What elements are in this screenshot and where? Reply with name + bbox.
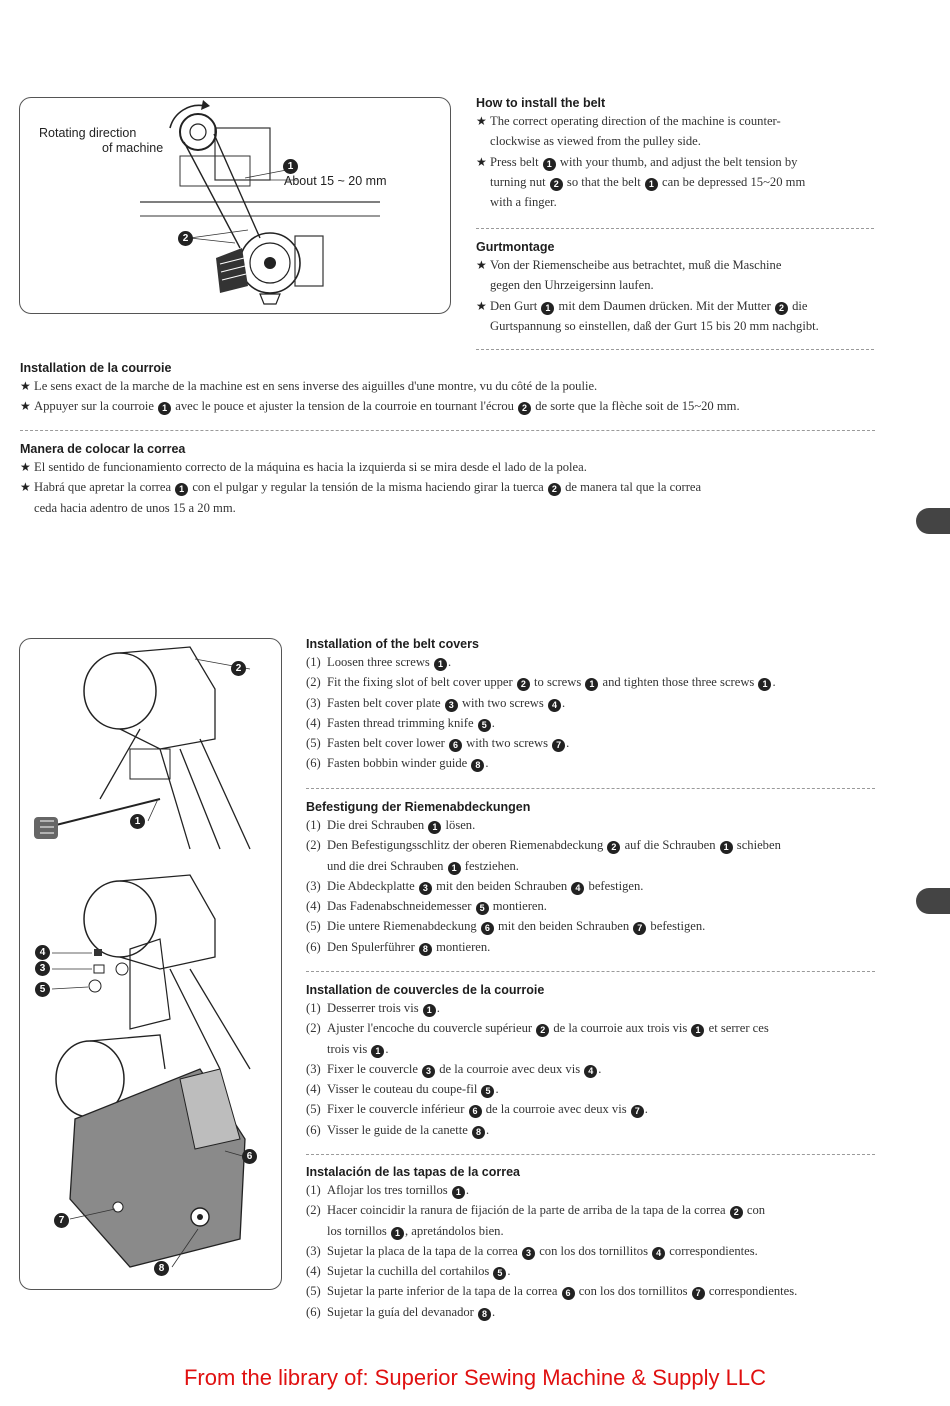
rotating-label-1: Rotating direction bbox=[39, 126, 137, 140]
covers-en-step-1: (1) Loosen three screws 1 . bbox=[306, 655, 452, 669]
callout-2: 2 bbox=[548, 483, 561, 496]
cover-callout-6: 6 bbox=[242, 1149, 257, 1164]
callout-1: 1 bbox=[158, 402, 171, 415]
divider bbox=[306, 1154, 875, 1155]
covers-en-step-2: (2) Fit the fixing slot of belt cover upper 2 to screws 1 and tighten those three screws 1 . bbox=[306, 675, 776, 690]
covers-fr-step-5: (5) Fixer le couvercle inférieur 6 de la courroie avec deux vis 7 . bbox=[306, 1102, 648, 1117]
belt-de-section bbox=[476, 240, 876, 336]
covers-en-step-5: (5) Fasten belt cover lower 6 with two screws 7 . bbox=[306, 736, 570, 751]
covers-fr-title: Installation de couvercles de la courroie bbox=[306, 983, 545, 997]
callout-1: 1 bbox=[541, 302, 554, 315]
covers-fr-section bbox=[306, 983, 881, 1140]
belt-en-title: How to install the belt bbox=[476, 96, 606, 110]
cover-callout-1: 1 bbox=[130, 814, 145, 829]
callout-2: 2 bbox=[550, 178, 563, 191]
covers-fr-step-4: (4) Visser le couteau du coupe-fil 5 . bbox=[306, 1082, 499, 1097]
covers-es-step-1: (1) Aflojar los tres tornillos 1 . bbox=[306, 1183, 469, 1197]
cover-callout-5: 5 bbox=[35, 982, 50, 997]
covers-de-step-1: (1) Die drei Schrauben 1 lösen. bbox=[306, 818, 476, 832]
callout-1: 1 bbox=[175, 483, 188, 496]
cover-callout-3: 3 bbox=[35, 961, 50, 976]
covers-es-step-2: (2) Hacer coincidir la ranura de fijación de la parte de arriba de la tapa de la correa 2 con los tornillos 1 , apretándolos bien. bbox=[306, 1203, 766, 1238]
belt-fr-item-2: ★ Appuyer sur la courroie 1 avec le pouce et ajuster la tension de la courroie en tournant l'écrou 2 de sorte que la flèche soit de 15~20 mm. bbox=[20, 396, 880, 416]
belt-es-item-2: ★ Habrá que apretar la correa 1 con el pulgar y regular la tensión de la misma haciendo girar la tuerca 2 de manera tal que la correa ceda hacia adentro de unos 15 a 20 mm. bbox=[20, 477, 880, 518]
covers-es-title: Instalación de las tapas de la correa bbox=[306, 1165, 520, 1179]
covers-de-step-2: (2) Den Befestigungsschlitz der oberen Riemenabdeckung 2 auf die Schrauben 1 schieben und die drei Schrauben 1 festziehen. bbox=[306, 838, 781, 873]
covers-de-step-5: (5) Die untere Riemenabdeckung 6 mit den beiden Schrauben 7 befestigen. bbox=[306, 919, 706, 934]
belt-de-title: Gurtmontage bbox=[476, 240, 555, 254]
rotating-label-2: of machine bbox=[102, 141, 164, 155]
belt-fr-section bbox=[20, 361, 880, 417]
covers-de-step-3: (3) Die Abdeckplatte 3 mit den beiden Schrauben 4 befestigen. bbox=[306, 878, 644, 893]
divider bbox=[306, 788, 875, 789]
covers-de-step-4: (4) Das Fadenabschneidemesser 5 montieren. bbox=[306, 899, 547, 914]
belt-es-title: Manera de colocar la correa bbox=[20, 442, 186, 456]
divider bbox=[20, 430, 875, 431]
belt-fr-title: Installation de la courroie bbox=[20, 361, 172, 375]
cover-callout-2: 2 bbox=[231, 661, 246, 676]
cover-callout-4: 4 bbox=[35, 945, 50, 960]
belt-fr-item-1: ★ Le sens exact de la marche de la machine est en sens inverse des aiguilles d'une montre, vu du côté de la poulie. bbox=[20, 376, 880, 396]
callout-1: 1 bbox=[645, 178, 658, 191]
belt-es-item-1: ★ El sentido de funcionamiento correcto de la máquina es hacia la izquierda si se mira desde el lado de la polea. bbox=[20, 457, 880, 477]
covers-de-section bbox=[306, 800, 881, 957]
divider bbox=[476, 228, 874, 229]
belt-en-section bbox=[476, 96, 876, 212]
covers-fr-step-2: (2) Ajuster l'encoche du couvercle supérieur 2 de la courroie aux trois vis 1 et serrer ces trois vis 1 . bbox=[306, 1021, 769, 1056]
covers-de-title: Befestigung der Riemenabdeckungen bbox=[306, 800, 531, 814]
callout-1: 1 bbox=[543, 158, 556, 171]
library-footer: From the library of: Superior Sewing Machine & Supply LLC bbox=[183, 1365, 767, 1390]
covers-de-step-6: (6) Den Spulerführer 8 montieren. bbox=[306, 939, 491, 954]
belt-figure bbox=[19, 97, 451, 314]
covers-fr-step-6: (6) Visser le guide de la canette 8 . bbox=[306, 1122, 490, 1137]
covers-fr-step-3: (3) Fixer le couvercle 3 de la courroie avec deux vis 4 . bbox=[306, 1061, 602, 1076]
covers-illustration bbox=[20, 639, 281, 1289]
covers-figure bbox=[19, 638, 282, 1290]
figure-callout-1: 1 bbox=[283, 159, 298, 174]
binder-tab bbox=[916, 508, 950, 534]
belt-de-item-2: ★ Den Gurt 1 mit dem Daumen drücken. Mit der Mutter 2 die Gurtspannung so einstellen, daß der Gurt 15 bis 20 mm nachgibt. bbox=[476, 296, 876, 337]
covers-fr-step-1: (1) Desserrer trois vis 1 . bbox=[306, 1001, 440, 1015]
covers-en-title: Installation of the belt covers bbox=[306, 637, 479, 651]
covers-en-step-6: (6) Fasten bobbin winder guide 8 . bbox=[306, 756, 489, 771]
divider bbox=[476, 349, 874, 350]
covers-es-section bbox=[306, 1165, 881, 1322]
covers-en-section bbox=[306, 637, 881, 774]
covers-es-step-4: (4) Sujetar la cuchilla del cortahilos 5 . bbox=[306, 1264, 511, 1279]
covers-es-step-5: (5) Sujetar la parte inferior de la tapa de la correa 6 con los dos tornillitos 7 correspondientes. bbox=[306, 1284, 798, 1299]
cover-callout-7: 7 bbox=[54, 1213, 69, 1228]
callout-2: 2 bbox=[775, 302, 788, 315]
about-label: About 15 ~ 20 mm bbox=[284, 174, 387, 188]
callout-2: 2 bbox=[518, 402, 531, 415]
binder-tab bbox=[916, 888, 950, 914]
covers-en-step-4: (4) Fasten thread trimming knife 5 . bbox=[306, 715, 495, 730]
belt-en-item-2: ★ Press belt 1 with your thumb, and adjust the belt tension by turning nut 2 so that the belt 1 can be depressed 15~20 mm with a finger. bbox=[476, 152, 876, 213]
belt-de-item-1: ★ Von der Riemenscheibe aus betrachtet, muß die Maschine gegen den Uhrzeigersinn laufen. bbox=[476, 255, 876, 296]
belt-en-item-1: ★ The correct operating direction of the machine is counter- clockwise as viewed from the pulley side. bbox=[476, 111, 876, 152]
belt-es-section bbox=[20, 442, 880, 518]
cover-callout-8: 8 bbox=[154, 1261, 169, 1276]
covers-es-step-6: (6) Sujetar la guía del devanador 8 . bbox=[306, 1304, 496, 1319]
divider bbox=[306, 971, 875, 972]
covers-en-step-3: (3) Fasten belt cover plate 3 with two screws 4 . bbox=[306, 695, 566, 710]
covers-es-step-3: (3) Sujetar la placa de la tapa de la correa 3 con los dos tornillitos 4 correspondientes. bbox=[306, 1243, 758, 1258]
figure-callout-2: 2 bbox=[178, 231, 193, 246]
